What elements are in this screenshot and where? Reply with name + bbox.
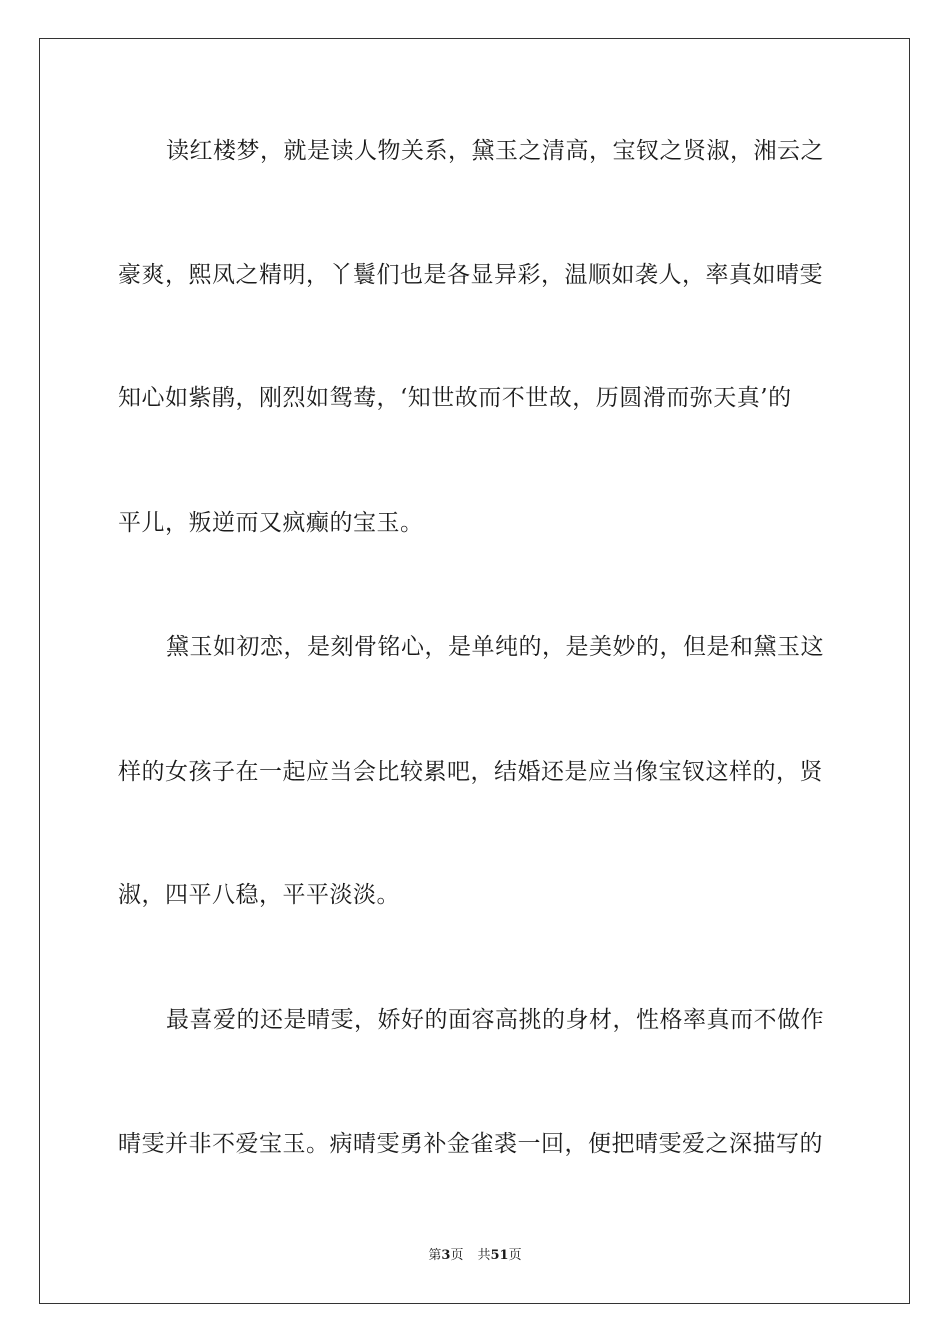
paragraph-3-line-1: 最喜爱的还是晴雯，娇好的面容高挑的身材，性格率真而不做作 [166,1007,824,1033]
total-suffix: 页 [508,1248,522,1263]
paragraph-2-line-3: 淑，四平八稳，平平淡淡。 [118,882,400,908]
page-prefix: 第 [428,1248,442,1263]
paragraph-2-line-2: 样的女孩子在一起应当会比较累吧，结婚还是应当像宝钗这样的，贤 [118,759,823,785]
page-border [39,38,910,1304]
paragraph-1-line-3: 知心如紫鹃，刚烈如鸳鸯，‘知世故而不世故，历圆滑而弥天真’的 [118,385,792,411]
total-prefix: 共 [477,1248,491,1263]
paragraph-1-line-1: 读红楼梦，就是读人物关系，黛玉之清高，宝钗之贤淑，湘云之 [166,138,824,164]
paragraph-3-line-2: 晴雯并非不爱宝玉。病晴雯勇补金雀裘一回，便把晴雯爱之深描写的 [118,1131,823,1157]
paragraph-2-line-1: 黛玉如初恋，是刻骨铭心，是单纯的，是美妙的，但是和黛玉这 [166,634,824,660]
paragraph-1-line-4: 平儿，叛逆而又疯癫的宝玉。 [118,510,424,536]
page-suffix: 页 [450,1248,464,1263]
page-number: 3 [441,1248,451,1263]
page-footer [0,1247,950,1265]
total-pages: 51 [490,1248,509,1263]
paragraph-1-line-2: 豪爽，熙凤之精明，丫鬟们也是各显异彩，温顺如袭人，率真如晴雯 [118,262,823,288]
